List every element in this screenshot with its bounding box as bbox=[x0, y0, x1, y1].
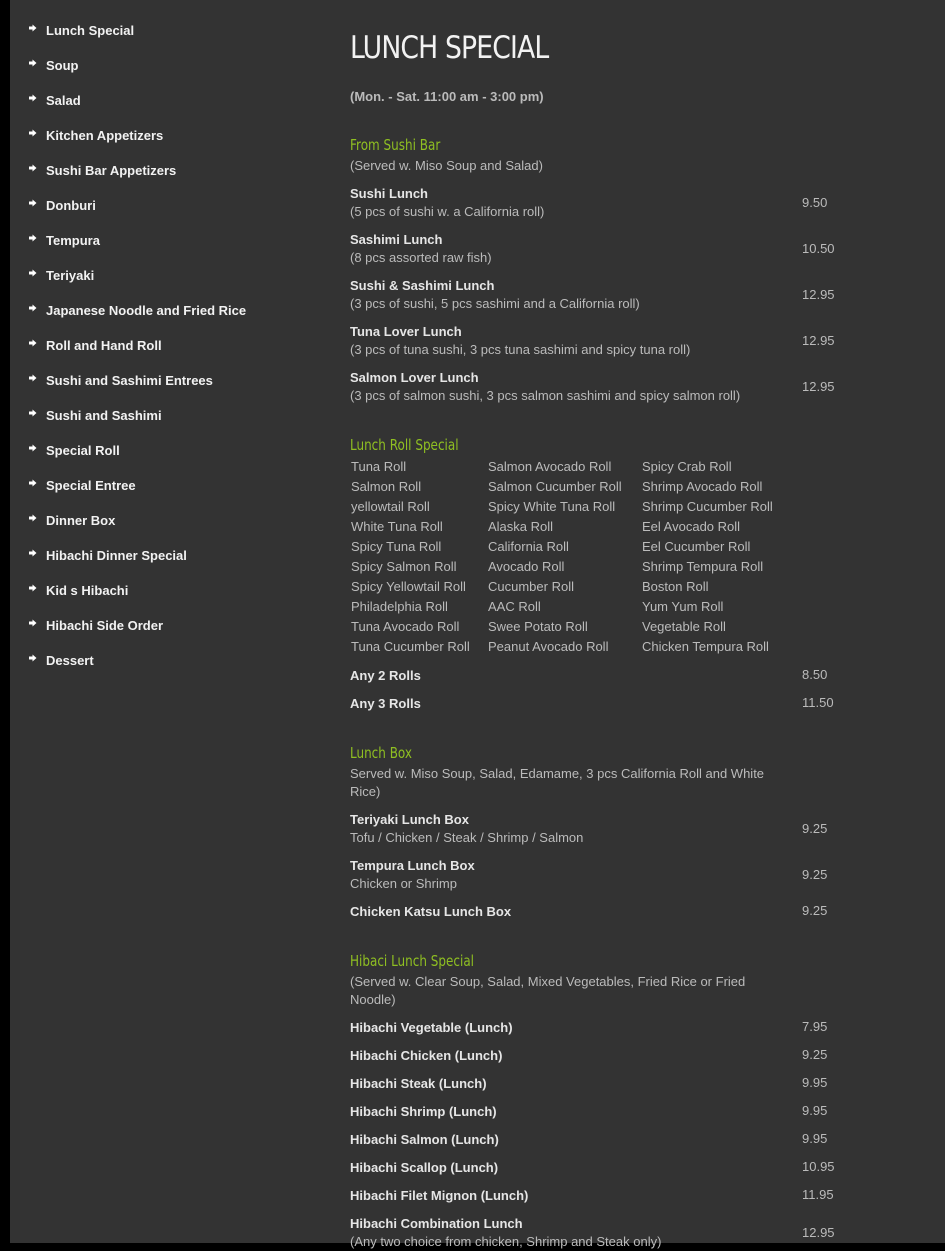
section-note-sushi-bar: (Served w. Miso Soup and Salad) bbox=[350, 158, 543, 173]
roll-option: Peanut Avocado Roll bbox=[488, 639, 609, 654]
sidebar-item-label: Sushi and Sashimi Entrees bbox=[46, 373, 213, 388]
sidebar-item-label: Kitchen Appetizers bbox=[46, 128, 164, 143]
item-desc: Chicken or Shrimp bbox=[350, 876, 457, 891]
arrow-right-icon bbox=[29, 584, 37, 592]
roll-option: Tuna Cucumber Roll bbox=[351, 639, 470, 654]
sidebar-item-label: Japanese Noodle and Fried Rice bbox=[46, 303, 247, 318]
roll-option: Salmon Roll bbox=[351, 479, 422, 494]
menu-item bbox=[350, 231, 910, 267]
sidebar-item-label: Sushi and Sashimi bbox=[46, 408, 162, 423]
page-title: LUNCH SPECIAL bbox=[350, 30, 549, 66]
item-price: 9.25 bbox=[802, 867, 828, 882]
item-name: Sushi & Sashimi Lunch bbox=[350, 278, 495, 293]
item-price: 12.95 bbox=[802, 1225, 835, 1240]
arrow-right-icon bbox=[29, 444, 37, 452]
sidebar-item-hibachi-dinner-special[interactable] bbox=[10, 537, 330, 572]
arrow-right-icon bbox=[29, 514, 37, 522]
roll-option: Shrimp Avocado Roll bbox=[642, 479, 763, 494]
sidebar-item-roll-hand-roll[interactable] bbox=[10, 327, 330, 362]
roll-option: Eel Avocado Roll bbox=[642, 519, 741, 534]
item-desc: (Any two choice from chicken, Shrimp and Steak only) bbox=[350, 1234, 662, 1249]
roll-option: California Roll bbox=[488, 539, 569, 554]
section-note-lunch-box: Served w. Miso Soup, Salad, Edamame, 3 pcs California Roll and White Rice) bbox=[350, 766, 765, 799]
roll-option: Philadelphia Roll bbox=[351, 599, 448, 614]
sidebar-item-label: Hibachi Side Order bbox=[46, 618, 164, 633]
item-name: Teriyaki Lunch Box bbox=[350, 812, 469, 827]
roll-option: Spicy Tuna Roll bbox=[351, 539, 442, 554]
sidebar-item-japanese-noodle[interactable] bbox=[10, 292, 330, 327]
arrow-right-icon bbox=[29, 59, 37, 67]
roll-option: Salmon Avocado Roll bbox=[488, 459, 612, 474]
sidebar-item-tempura[interactable] bbox=[10, 222, 330, 257]
menu-item bbox=[350, 1131, 910, 1149]
sidebar-item-label: Teriyaki bbox=[46, 268, 95, 283]
item-name: Hibachi Chicken (Lunch) bbox=[350, 1048, 503, 1063]
section-title-hibachi: Hibaci Lunch Special bbox=[350, 952, 475, 970]
item-name: Hibachi Combination Lunch bbox=[350, 1216, 523, 1231]
item-price: 11.50 bbox=[802, 695, 834, 710]
sidebar-item-label: Donburi bbox=[46, 198, 96, 213]
item-name: Hibachi Steak (Lunch) bbox=[350, 1076, 487, 1091]
item-name: Hibachi Vegetable (Lunch) bbox=[350, 1020, 513, 1035]
arrow-right-icon bbox=[29, 164, 37, 172]
roll-option: yellowtail Roll bbox=[351, 499, 430, 514]
arrow-right-icon bbox=[29, 24, 37, 32]
menu-item bbox=[350, 695, 910, 713]
menu-item bbox=[350, 1215, 910, 1251]
roll-column bbox=[488, 459, 622, 659]
arrow-right-icon bbox=[29, 654, 37, 662]
item-name: Hibachi Salmon (Lunch) bbox=[350, 1132, 499, 1147]
item-desc: (5 pcs of sushi w. a California roll) bbox=[350, 204, 545, 219]
item-price: 12.95 bbox=[802, 379, 835, 394]
item-name: Sushi Lunch bbox=[350, 186, 428, 201]
item-price: 10.50 bbox=[802, 241, 835, 256]
roll-option: Spicy Yellowtail Roll bbox=[351, 579, 466, 594]
sidebar-item-hibachi-side-order[interactable] bbox=[10, 607, 330, 642]
sidebar-item-kitchen-appetizers[interactable] bbox=[10, 117, 330, 152]
roll-option: Tuna Roll bbox=[351, 459, 407, 474]
item-price: 9.50 bbox=[802, 195, 828, 210]
menu-item bbox=[350, 857, 910, 893]
item-price: 7.95 bbox=[802, 1019, 828, 1034]
section-note-hibachi: (Served w. Clear Soup, Salad, Mixed Vegetables, Fried Rice or Fried Noodle) bbox=[350, 974, 746, 1007]
sidebar-item-label: Lunch Special bbox=[46, 23, 135, 38]
sidebar-item-label: Salad bbox=[46, 93, 81, 108]
sidebar-item-kids-hibachi[interactable] bbox=[10, 572, 330, 607]
arrow-right-icon bbox=[29, 234, 37, 242]
roll-option: Shrimp Tempura Roll bbox=[642, 559, 764, 574]
arrow-right-icon bbox=[29, 199, 37, 207]
section-title-sushi-bar: From Sushi Bar bbox=[350, 136, 441, 154]
arrow-right-icon bbox=[29, 304, 37, 312]
item-price: 11.95 bbox=[802, 1187, 834, 1202]
menu-item bbox=[350, 1019, 910, 1037]
roll-option: Alaska Roll bbox=[488, 519, 554, 534]
arrow-right-icon bbox=[29, 549, 37, 557]
item-name: Tempura Lunch Box bbox=[350, 858, 475, 873]
sidebar-item-salad[interactable] bbox=[10, 82, 330, 117]
sidebar-item-donburi[interactable] bbox=[10, 187, 330, 222]
menu-item bbox=[350, 1075, 910, 1093]
roll-option: Spicy White Tuna Roll bbox=[488, 499, 616, 514]
sidebar-item-sushi-sashimi[interactable] bbox=[10, 397, 330, 432]
sidebar-item-label: Soup bbox=[46, 58, 79, 73]
menu-item bbox=[350, 323, 910, 359]
item-price: 9.95 bbox=[802, 1103, 828, 1118]
sidebar-item-label: Roll and Hand Roll bbox=[46, 338, 162, 353]
item-name: Tuna Lover Lunch bbox=[350, 324, 462, 339]
item-name: Hibachi Scallop (Lunch) bbox=[350, 1160, 499, 1175]
sidebar-item-label: Kid s Hibachi bbox=[46, 583, 129, 598]
item-name: Hibachi Shrimp (Lunch) bbox=[350, 1104, 497, 1119]
arrow-right-icon bbox=[29, 374, 37, 382]
roll-option: Spicy Salmon Roll bbox=[351, 559, 457, 574]
sidebar-item-label: Hibachi Dinner Special bbox=[46, 548, 187, 563]
sidebar-item-lunch-special[interactable] bbox=[10, 12, 330, 47]
roll-option: Swee Potato Roll bbox=[488, 619, 588, 634]
arrow-right-icon bbox=[29, 94, 37, 102]
sidebar-item-dessert[interactable] bbox=[10, 642, 330, 677]
page-frame bbox=[10, 0, 945, 1249]
item-price: 12.95 bbox=[802, 287, 835, 302]
menu-item bbox=[350, 811, 910, 847]
menu-item bbox=[350, 185, 910, 221]
section-title-roll-special: Lunch Roll Special bbox=[350, 436, 459, 454]
roll-option: Boston Roll bbox=[642, 579, 709, 594]
roll-option: Salmon Cucumber Roll bbox=[488, 479, 622, 494]
roll-option: Avocado Roll bbox=[488, 559, 565, 574]
item-price: 10.95 bbox=[802, 1159, 835, 1174]
section-title-lunch-box: Lunch Box bbox=[350, 744, 413, 762]
item-name: Sashimi Lunch bbox=[350, 232, 443, 247]
item-price: 9.25 bbox=[802, 903, 828, 918]
item-price: 9.95 bbox=[802, 1131, 828, 1146]
item-desc: (3 pcs of tuna sushi, 3 pcs tuna sashimi and spicy tuna roll) bbox=[350, 342, 691, 357]
arrow-right-icon bbox=[29, 269, 37, 277]
roll-column bbox=[351, 459, 470, 659]
roll-option: Cucumber Roll bbox=[488, 579, 574, 594]
item-price: 9.95 bbox=[802, 1075, 828, 1090]
sidebar-item-label: Special Entree bbox=[46, 478, 136, 493]
item-desc: (3 pcs of salmon sushi, 3 pcs salmon sashimi and spicy salmon roll) bbox=[350, 388, 741, 403]
roll-option: White Tuna Roll bbox=[351, 519, 443, 534]
sidebar-item-sushi-sashimi-entrees[interactable] bbox=[10, 362, 330, 397]
menu-item bbox=[350, 1187, 910, 1205]
roll-option: Chicken Tempura Roll bbox=[642, 639, 769, 654]
menu-item bbox=[350, 667, 910, 685]
menu-item bbox=[350, 1047, 910, 1065]
sidebar-item-soup[interactable] bbox=[10, 47, 330, 82]
roll-option: Eel Cucumber Roll bbox=[642, 539, 751, 554]
roll-option: Yum Yum Roll bbox=[642, 599, 724, 614]
sidebar-item-special-entree[interactable] bbox=[10, 467, 330, 502]
arrow-right-icon bbox=[29, 479, 37, 487]
sidebar-item-label: Tempura bbox=[46, 233, 100, 248]
item-name: Any 3 Rolls bbox=[350, 696, 421, 711]
item-price: 9.25 bbox=[802, 1047, 828, 1062]
sidebar-item-label: Dessert bbox=[46, 653, 94, 668]
sidebar-item-label: Sushi Bar Appetizers bbox=[46, 163, 177, 178]
roll-option: Shrimp Cucumber Roll bbox=[642, 499, 773, 514]
item-name: Hibachi Filet Mignon (Lunch) bbox=[350, 1188, 529, 1203]
sidebar-item-sushi-bar-appetizers[interactable] bbox=[10, 152, 330, 187]
item-name: Any 2 Rolls bbox=[350, 668, 421, 683]
sidebar-item-teriyaki[interactable] bbox=[10, 257, 330, 292]
item-desc: (8 pcs assorted raw fish) bbox=[350, 250, 492, 265]
roll-option: Vegetable Roll bbox=[642, 619, 726, 634]
arrow-right-icon bbox=[29, 339, 37, 347]
sidebar-nav bbox=[10, 12, 330, 677]
roll-option: AAC Roll bbox=[488, 599, 541, 614]
roll-option: Spicy Crab Roll bbox=[642, 459, 732, 474]
item-name: Salmon Lover Lunch bbox=[350, 370, 479, 385]
item-name: Chicken Katsu Lunch Box bbox=[350, 904, 512, 919]
arrow-right-icon bbox=[29, 129, 37, 137]
item-price: 9.25 bbox=[802, 821, 828, 836]
roll-option: Tuna Avocado Roll bbox=[351, 619, 460, 634]
item-price: 8.50 bbox=[802, 667, 828, 682]
item-desc: Tofu / Chicken / Steak / Shrimp / Salmon bbox=[350, 830, 584, 845]
item-desc: (3 pcs of sushi, 5 pcs sashimi and a California roll) bbox=[350, 296, 640, 311]
sidebar-item-special-roll[interactable] bbox=[10, 432, 330, 467]
item-price: 12.95 bbox=[802, 333, 835, 348]
menu-item bbox=[350, 1103, 910, 1121]
hours-text: (Mon. - Sat. 11:00 am - 3:00 pm) bbox=[350, 89, 544, 104]
sidebar-item-label: Special Roll bbox=[46, 443, 120, 458]
arrow-right-icon bbox=[29, 409, 37, 417]
sidebar-item-dinner-box[interactable] bbox=[10, 502, 330, 537]
arrow-right-icon bbox=[29, 619, 37, 627]
menu-item bbox=[350, 277, 910, 313]
menu-item bbox=[350, 903, 910, 921]
menu-item bbox=[350, 1159, 910, 1177]
menu-item bbox=[350, 369, 910, 405]
sidebar-item-label: Dinner Box bbox=[46, 513, 116, 528]
roll-column bbox=[642, 459, 773, 659]
